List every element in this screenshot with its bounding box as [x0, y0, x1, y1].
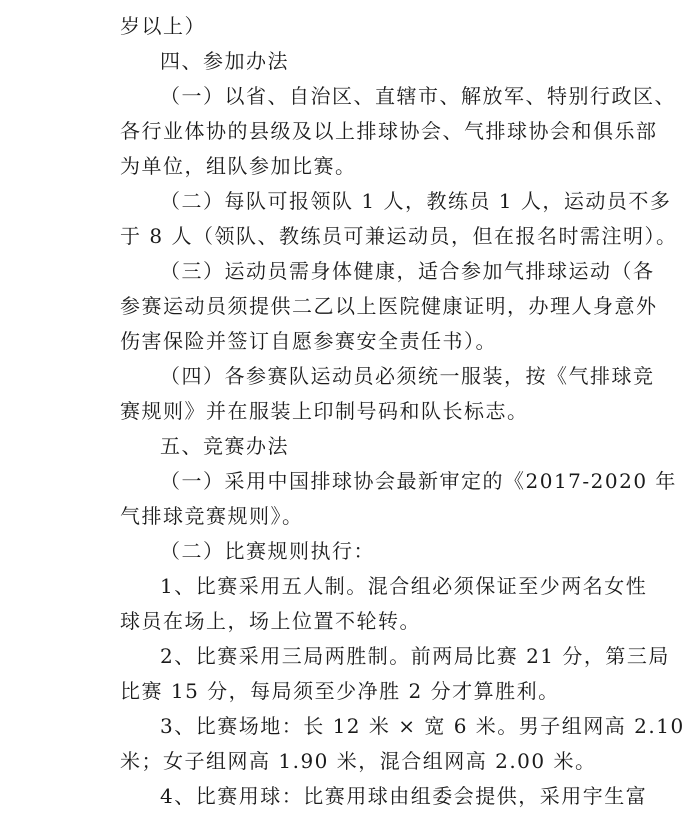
text-line: 气排球竞赛规则》。 [120, 504, 304, 528]
text-line: （二）比赛规则执行： [160, 539, 375, 563]
text-line-age: 岁以上） [120, 14, 206, 38]
text-line: 4、比赛用球：比赛用球由组委会提供，采用宇生富 [160, 784, 648, 808]
text-line: （三）运动员需身体健康，适合参加气排球运动（各 [160, 259, 655, 283]
text-line: （四）各参赛队运动员必须统一服装，按《气排球竞 [160, 364, 655, 388]
text-line: 为单位，组队参加比赛。 [120, 154, 357, 178]
text-line: （二）每队可报领队 1 人，教练员 1 人，运动员不多 [160, 189, 672, 213]
text-line: 2、比赛采用三局两胜制。前两局比赛 21 分，第三局 [160, 644, 670, 668]
heading-competition-method: 五、竞赛办法 [160, 434, 289, 458]
text-line: （一）采用中国排球协会最新审定的《2017-2020 年 [160, 469, 677, 493]
text-line: 球员在场上，场上位置不轮转。 [120, 609, 421, 633]
text-line: 米；女子组网高 1.90 米，混合组网高 2.00 米。 [120, 749, 597, 773]
text-line: 各行业体协的县级及以上排球协会、气排球协会和俱乐部 [120, 119, 658, 143]
text-line: （一）以省、自治区、直辖市、解放军、特别行政区、 [160, 84, 676, 108]
text-line: 3、比赛场地：长 12 米 × 宽 6 米。男子组网高 2.10 [160, 714, 685, 738]
text-line: 参赛运动员须提供二乙以上医院健康证明，办理人身意外 [120, 294, 658, 318]
heading-participation-method: 四、参加办法 [160, 49, 289, 73]
text-line: 伤害保险并签订自愿参赛安全责任书）。 [120, 329, 497, 353]
text-line: 于 8 人（领队、教练员可兼运动员，但在报名时需注明）。 [120, 224, 678, 248]
text-line: 赛规则》并在服装上印制号码和队长标志。 [120, 399, 529, 423]
text-line: 1、比赛采用五人制。混合组必须保证至少两名女性 [160, 574, 648, 598]
text-line: 比赛 15 分，每局须至少净胜 2 分才算胜利。 [120, 679, 560, 703]
